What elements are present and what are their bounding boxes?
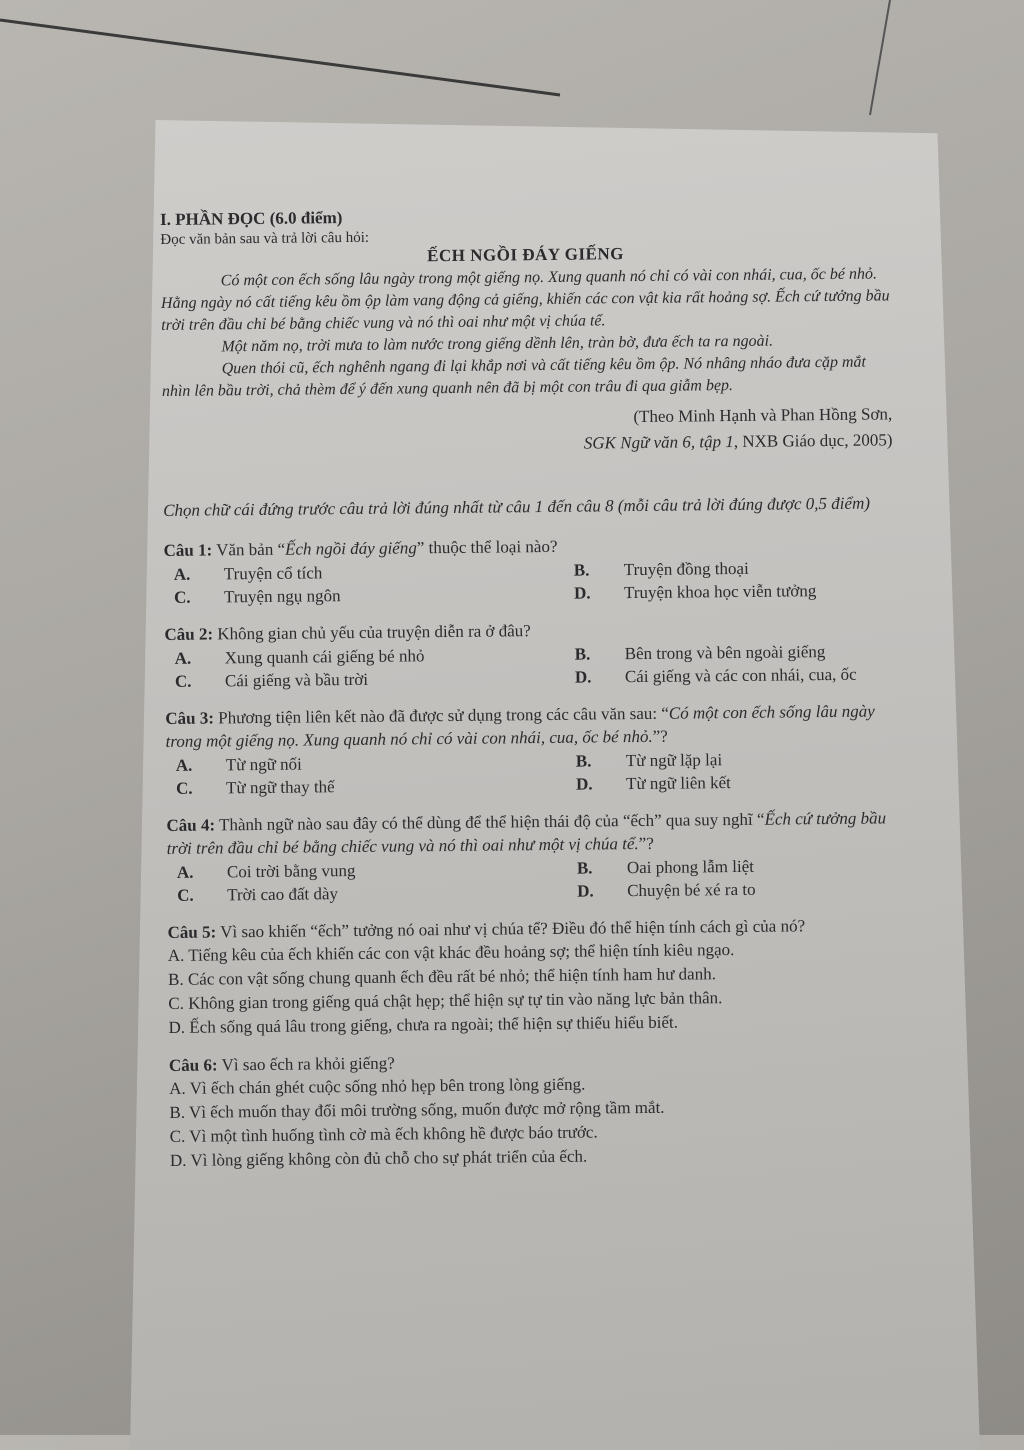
- question-4-text: Câu 4: Thành ngữ nào sau đây có thể dùng để thể hiện thái độ của “ếch” qua suy nghĩ “Ếch cứ tưởng bầu trời trên đầu chỉ bé bằng chiếc vung và nó thì oai như một vị chúa tể.”?: [166, 808, 887, 858]
- story-paragraph-2: Một năm nọ, trời mưa to làm nước trong giếng dềnh lên, tràn bờ, đưa ếch ta ra ngoài.: [221, 332, 774, 356]
- question-5-option-c[interactable]: C. Không gian trong giếng quá chật hẹp; thể hiện sự tự tin vào năng lực bản thân.: [168, 988, 723, 1013]
- exam-content: [160, 202, 900, 1187]
- question-4: [166, 806, 897, 907]
- source-publisher: , NXB Giáo dục, 2005): [733, 430, 893, 452]
- story-paragraph-1: Có một con ếch sống lâu ngày trong một giếng nọ. Xung quanh nó chỉ có vài con nhái, cua, ốc bé nhỏ. Hằng ngày nó cất tiếng kêu ồm ộp làm vang động cả giếng, khiến các con vật kia rất hoảng sợ. Ếch cứ tưởng bầu trời trên đầu chỉ bé bằng chiếc vung và nó thì oai như một vị chúa tể.: [160, 265, 890, 334]
- section-heading: I. PHẦN ĐỌC (6.0 điểm): [160, 208, 343, 229]
- question-2-option-a[interactable]: A. Xung quanh cái giếng bé nhỏ: [174, 646, 425, 668]
- question-4-option-c[interactable]: C. Trời cao đất dày: [177, 884, 339, 905]
- question-3-option-d[interactable]: D. Từ ngữ liên kết: [575, 773, 731, 794]
- question-1-option-b[interactable]: B. Truyện đồng thoại: [573, 558, 749, 580]
- question-6-option-b[interactable]: B. Vì ếch muốn thay đổi môi trường sống, muốn được mở rộng tầm mắt.: [169, 1097, 665, 1122]
- question-2-text: Câu 2: Không gian chủ yếu của truyện diễn ra ở đâu?: [164, 621, 531, 644]
- question-6-text: Câu 6: Vì sao ếch ra khỏi giếng?: [168, 1053, 395, 1075]
- question-1-option-a[interactable]: A. Truyện cổ tích: [173, 563, 323, 584]
- question-5-option-d[interactable]: D. Ếch sống quá lâu trong giếng, chưa ra ngoài; thể hiện sự thiếu hiểu biết.: [168, 1012, 679, 1037]
- question-2: [164, 615, 895, 693]
- story-source: [162, 401, 893, 461]
- question-3-option-c[interactable]: C. Từ ngữ thay thế: [175, 777, 335, 798]
- question-1-option-c[interactable]: C. Truyện ngụ ngôn: [173, 586, 341, 607]
- question-4-option-a[interactable]: A. Coi trời bằng vung: [176, 860, 356, 882]
- question-3-option-a[interactable]: A. Từ ngữ nối: [175, 754, 302, 775]
- question-3-text: Câu 3: Phương tiện liên kết nào đã được sử dụng trong các câu văn sau: “Có một con ếch sống lâu ngày trong một giếng nọ. Xung quanh nó chỉ có vài con nhái, cua, ốc bé nhỏ.”?: [165, 701, 875, 751]
- question-1-option-d[interactable]: D. Truyện khoa học viễn tưởng: [573, 581, 817, 603]
- source-book: SGK Ngữ văn 6, tập 1: [583, 432, 734, 453]
- floor-tile-seam: [0, 0, 1024, 140]
- question-5: [167, 913, 898, 1040]
- source-line-1: (Theo Minh Hạnh và Phan Hồng Sơn,: [633, 404, 893, 427]
- question-5-option-a[interactable]: A. Tiếng kêu của ếch khiến các con vật khác đều hoảng sợ; thể hiện tính kiêu ngạo.: [167, 940, 735, 965]
- story-title: ẾCH NGỒI ĐÁY GIẾNG: [426, 244, 624, 266]
- question-2-option-b[interactable]: B. Bên trong và bên ngoài giếng: [574, 642, 826, 664]
- question-4-option-d[interactable]: D. Chuyện bé xé ra to: [577, 879, 756, 901]
- story-paragraph-3: Quen thói cũ, ếch nghênh ngang đi lại khắp nơi và cất tiếng kêu ồm ộp. Nó nhâng nháo đưa cặp mắt nhìn lên bầu trời, chả thèm để ý đến xung quanh nên đã bị một con trâu đi qua giẫm bẹp.: [161, 353, 867, 400]
- question-3: [165, 699, 896, 800]
- question-5-text: Câu 5: Vì sao khiến “ếch” tưởng nó oai như vị chúa tể? Điều đó thể hiện tính cách gì của nó?: [167, 916, 806, 942]
- question-1-text: Câu 1: Văn bản “Ếch ngồi đáy giếng” thuộc thể loại nào?: [163, 536, 558, 560]
- question-6-option-d[interactable]: D. Vì lòng giếng không còn đủ chỗ cho sự phát triển của ếch.: [169, 1146, 588, 1170]
- question-2-option-c[interactable]: C. Cái giếng và bầu trời: [174, 669, 369, 691]
- question-1: [163, 531, 894, 609]
- question-2-option-d[interactable]: D. Cái giếng và các con nhái, cua, ốc: [574, 664, 857, 687]
- question-4-option-b[interactable]: B. Oai phong lẫm liệt: [576, 856, 755, 878]
- question-6: [169, 1046, 900, 1173]
- question-5-option-b[interactable]: B. Các con vật sống chung quanh ếch đều rất bé nhỏ; thể hiện tính ham hư danh.: [167, 964, 717, 989]
- question-6-option-a[interactable]: A. Vì ếch chán ghét cuộc sống nhỏ hẹp bên trong lòng giếng.: [169, 1074, 586, 1098]
- section-instruction: Đọc văn bản sau và trả lời câu hỏi:: [160, 229, 370, 248]
- question-6-option-c[interactable]: C. Vì một tình huống tình cờ mà ếch không hề được báo trước.: [169, 1122, 598, 1146]
- question-3-option-b[interactable]: B. Từ ngữ lặp lại: [575, 750, 723, 771]
- mc-instruction: Chọn chữ cái đứng trước câu trả lời đúng nhất từ câu 1 đến câu 8 (mỗi câu trả lời đúng được 0,5 điểm): [163, 493, 871, 520]
